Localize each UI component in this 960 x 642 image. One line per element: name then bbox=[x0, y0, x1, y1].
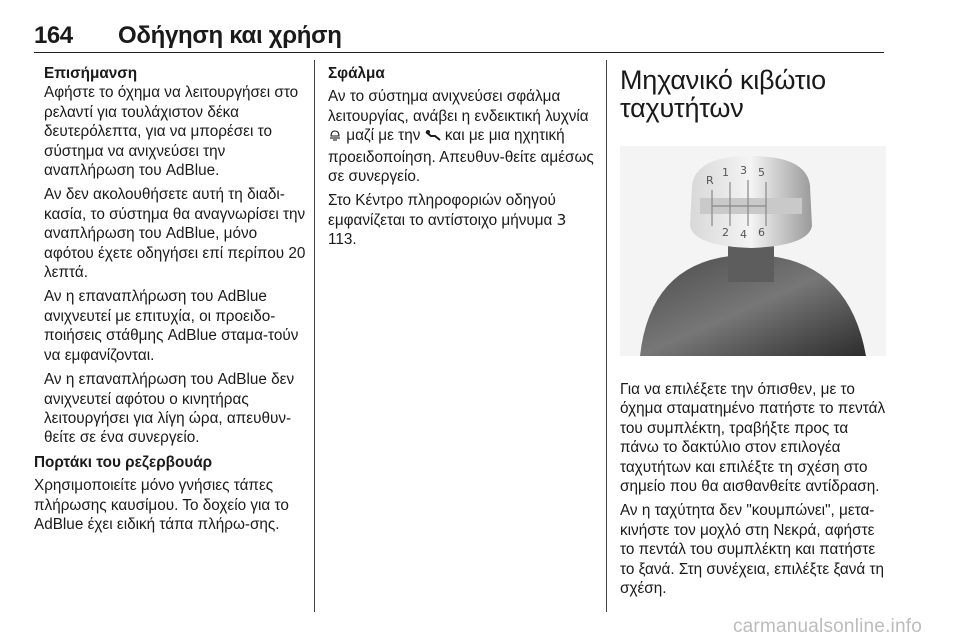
fault-text-a: Αν το σύστημα ανιχνεύσει σφάλμα λειτουργίας, ανάβει η ενδεικτική λυχνία bbox=[328, 88, 589, 125]
section-title: Μηχανικό κιβώτιο ταχυτήτων bbox=[620, 65, 826, 123]
note-paragraph-2: Αν δεν ακολουθήσετε αυτή τη διαδι-κασία, το σύστημα θα αναγνωρίσει την αναπλήρωση του AdBlue, μόνο αφότου έχετε οδηγήσει επί περίπου 20 λεπτά. bbox=[44, 186, 306, 282]
page-number: 164 bbox=[34, 22, 73, 49]
gear-label: 4 bbox=[740, 228, 747, 241]
service-vehicle-icon bbox=[425, 128, 441, 147]
gear-label: 6 bbox=[758, 226, 765, 239]
note-heading: Επισήμανση bbox=[44, 65, 138, 82]
column-1 bbox=[34, 64, 310, 539]
adblue-warning-icon bbox=[328, 128, 342, 147]
page-reference-number: 113. bbox=[328, 231, 357, 249]
fault-heading: Σφάλμα bbox=[328, 65, 385, 82]
page-header bbox=[34, 12, 884, 53]
fault-text-c: και με μια ηχητική προειδοποίηση. Απευθυν-θείτε αμέσως σε συνεργείο. bbox=[328, 127, 594, 186]
fault-paragraph-2 bbox=[328, 191, 596, 249]
page-reference-arrow: 3 bbox=[556, 210, 567, 229]
page-title: Οδήγηση και χρήση bbox=[118, 22, 342, 49]
note-box bbox=[34, 64, 310, 448]
gear-label: 3 bbox=[740, 164, 747, 177]
fuel-cap-paragraph: Χρησιμοποιείτε μόνο γνήσιες τάπες πλήρωσης καυσίμου. Το δοχείο για το AdBlue έχει ειδική τάπα πλήρω-σης. bbox=[34, 477, 289, 533]
fault-text-2: Στο Κέντρο πληροφοριών οδηγού εμφανίζεται το αντίστοιχο μήνυμα bbox=[328, 192, 556, 229]
note-paragraph-1: Αφήστε το όχημα να λειτουργήσει στο ρελαντί για τουλάχιστον δέκα δευτερόλεπτα, για να μπορέσει το σύστημα να ανιχνεύσει την αναπλήρωση του AdBlue. bbox=[44, 84, 299, 180]
gear-engage-paragraph: Αν η ταχύτητα δεν "κουμπώνει", μετα-κινήστε τον μοχλό στη Νεκρά, αφήστε το πεντάλ του συμπλέκτη και πατήστε το ξανά. Στη συνέχεια, επιλέξτε ξανά τη σχέση. bbox=[620, 502, 885, 598]
gear-label: R bbox=[706, 174, 714, 187]
watermark: carmanualsonline.info bbox=[732, 616, 922, 637]
reverse-gear-paragraph: Για να επιλέξετε την όπισθεν, με το όχημα σταματημένο πατήστε το πεντάλ του συμπλέκτη, τραβήξτε προς τα πάνω το δακτύλιο στον επιλογέα ταχυτήτων και επιλέξτε τη σχέση στο σημείο που θα αισθανθείτε αντίδραση. bbox=[620, 381, 886, 496]
gear-label: 2 bbox=[722, 226, 729, 239]
gear-lever-illustration bbox=[620, 146, 886, 356]
note-paragraph-3: Αν η επαναπλήρωση του AdBlue ανιχνευτεί με επιτυχία, οι προειδο-ποιήσεις στάθμης AdBlue σταμα-τούν να εμφανίζονται. bbox=[44, 288, 299, 364]
fault-paragraph-1 bbox=[328, 87, 596, 186]
column-divider-2 bbox=[606, 60, 607, 612]
fuel-cap-heading: Πορτάκι του ρεζερβουάρ bbox=[34, 453, 213, 471]
column-3 bbox=[620, 64, 890, 603]
gear-label: 1 bbox=[722, 166, 729, 179]
column-divider-1 bbox=[314, 60, 315, 612]
note-paragraph-4: Αν η επαναπλήρωση του AdBlue δεν ανιχνευτεί αφότου ο κινητήρας λειτουργήσει για λίγη ώρα, απευθυν-θείτε σε ένα συνεργείο. bbox=[44, 371, 295, 447]
column-2 bbox=[328, 64, 596, 255]
fault-text-b: μαζί με την bbox=[346, 127, 421, 145]
gear-label: 5 bbox=[758, 166, 765, 179]
